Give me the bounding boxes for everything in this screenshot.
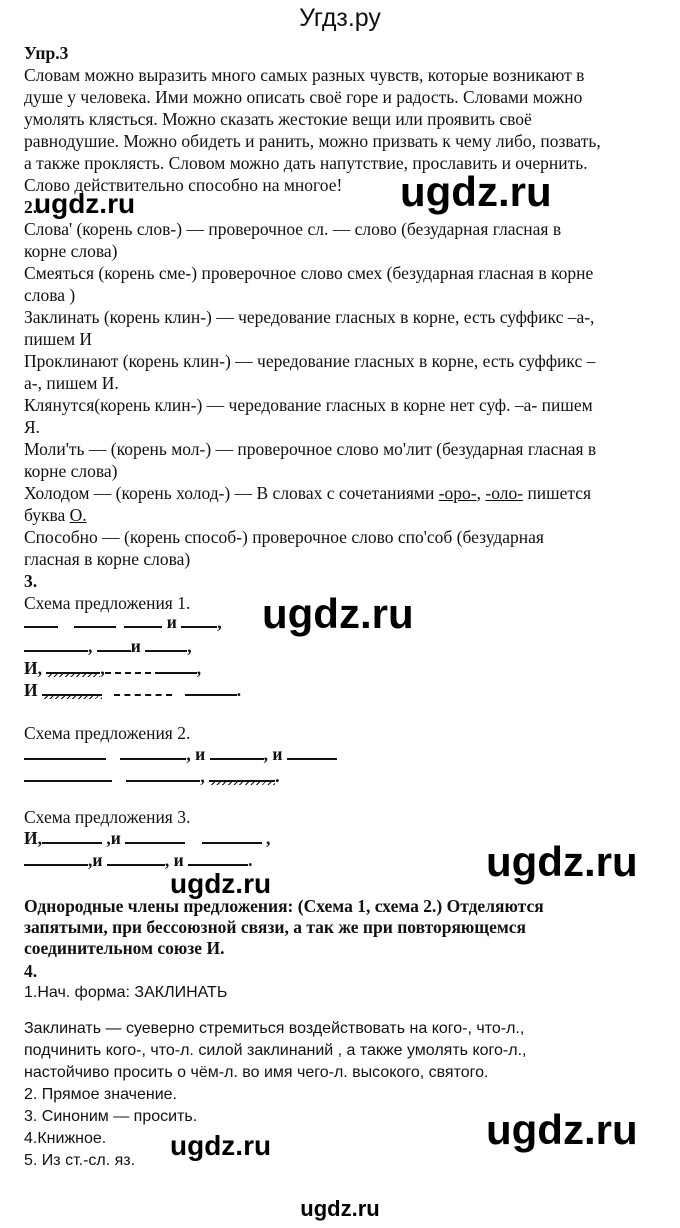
scheme-3-line-1: И, ,и ,	[24, 828, 271, 848]
analysis-line: Смеяться (корень сме-) проверочное слово смех (безударная гласная в корне	[24, 263, 594, 283]
scheme-2-line-1: , и , и	[24, 744, 337, 765]
definition: Заклинать — суеверно стремиться воздействовать на кого-, что-л., подчинить кого-, что-л. силой заклинаний , а также умолять кого-л., настойчиво просить о чём-л. во имя чего-л. высокого, святого.	[24, 1020, 527, 1081]
analysis-line: а-, пишем И.	[24, 373, 119, 393]
analysis-line: корне слова)	[24, 461, 118, 481]
analysis-line: корне слова)	[24, 241, 118, 261]
scheme-1-label: Схема предложения 1.	[24, 593, 191, 613]
watermark: ugdz.ru	[300, 1196, 380, 1221]
paragraph-line: а также проклясть. Словом можно дать напутствие, прославить и очернить.	[24, 153, 588, 173]
exercise-title: Упр.3	[24, 43, 69, 63]
analysis-line: Холодом — (корень холод-) — В словах с сочетаниями -оро-, -оло- пишется	[24, 483, 592, 503]
list-item: 2. Прямое значение.	[24, 1086, 177, 1103]
section-2-number: 2.	[24, 197, 38, 217]
paragraph-line: Словам можно выразить много самых разных чувств, которые возникают в	[24, 65, 585, 85]
paragraph-line: Слово действительно способно на многое!	[24, 175, 343, 195]
analysis-line: Я.	[24, 417, 41, 437]
analysis-line: гласная в корне слова)	[24, 549, 191, 569]
section-4-number: 4.	[24, 961, 38, 981]
analysis-line: Слова' (корень слов-) — проверочное сл. — слово (безударная гласная в	[24, 219, 562, 239]
watermark: ugdz.ru	[486, 838, 638, 885]
list-item: 5. Из ст.-сл. яз.	[24, 1152, 136, 1169]
scheme-3-label: Схема предложения 3.	[24, 807, 191, 827]
initial-form: 1.Нач. форма: ЗАКЛИНАТЬ	[24, 984, 228, 1001]
analysis-line: Клянутся(корень клин-) — чередование гласных в корне нет суф. –а- пишем	[24, 395, 593, 415]
paragraph-line: душе у человека. Ими можно описать своё горе и радость. Словами можно	[24, 87, 583, 107]
watermark: ugdz.ru	[486, 1106, 638, 1153]
list-item: 3. Синоним — просить.	[24, 1108, 198, 1125]
scheme-1-line-1: и ,	[24, 612, 222, 633]
word-analysis-list	[24, 218, 596, 570]
list-item: 4.Книжное.	[24, 1130, 107, 1147]
underlined-oro: -оро-	[438, 483, 477, 503]
underlined-olo: -оло-	[485, 483, 524, 503]
watermark: ugdz.ru	[170, 868, 272, 899]
scheme-3-line-2: ,и , и .	[24, 850, 252, 871]
watermark: ugdz.ru	[170, 1130, 272, 1161]
analysis-line: Проклинают (корень клин-) — чередование гласных в корне, есть суффикс –	[24, 351, 596, 371]
analysis-line: буква О.	[24, 505, 87, 525]
scheme-2-line-2: , .	[24, 766, 280, 787]
watermark: ugdz.ru	[34, 188, 136, 219]
analysis-line: Заклинать (корень клин-) — чередование гласных в корне, есть суффикс –а-,	[24, 307, 595, 327]
homogeneous-members-note: Однородные члены предложения: (Схема 1, схема 2.) Отделяются запятыми, при бессоюзной связи, а так же при повторяющемся соединительном союзе И.	[24, 896, 544, 958]
scheme-2-label: Схема предложения 2.	[24, 723, 191, 743]
scheme-1-line-2: , и ,	[24, 636, 192, 657]
analysis-line: пишем И	[24, 329, 93, 349]
paragraph-line: умолять клясться. Можно сказать жестокие вещи или проявить своё	[24, 109, 532, 129]
underlined-letter-o: О.	[69, 505, 87, 525]
site-title: Угдз.ру	[299, 4, 381, 32]
paragraph-line: равнодушие. Можно обидеть и ранить, можно призвать к чему либо, позвать,	[24, 131, 601, 151]
analysis-line: слова )	[24, 285, 76, 305]
analysis-line: Способно — (корень способ-) проверочное слово спо'соб (безударная	[24, 527, 544, 547]
scheme-1-line-3: И, , ,	[24, 658, 202, 678]
scheme-1-line-4: И .	[24, 680, 242, 700]
watermark: ugdz.ru	[400, 168, 552, 215]
section-3-number: 3.	[24, 571, 38, 591]
watermark: ugdz.ru	[262, 590, 414, 637]
analysis-line: Моли'ть — (корень мол-) — проверочное слово мо'лит (безударная гласная в	[24, 439, 597, 459]
